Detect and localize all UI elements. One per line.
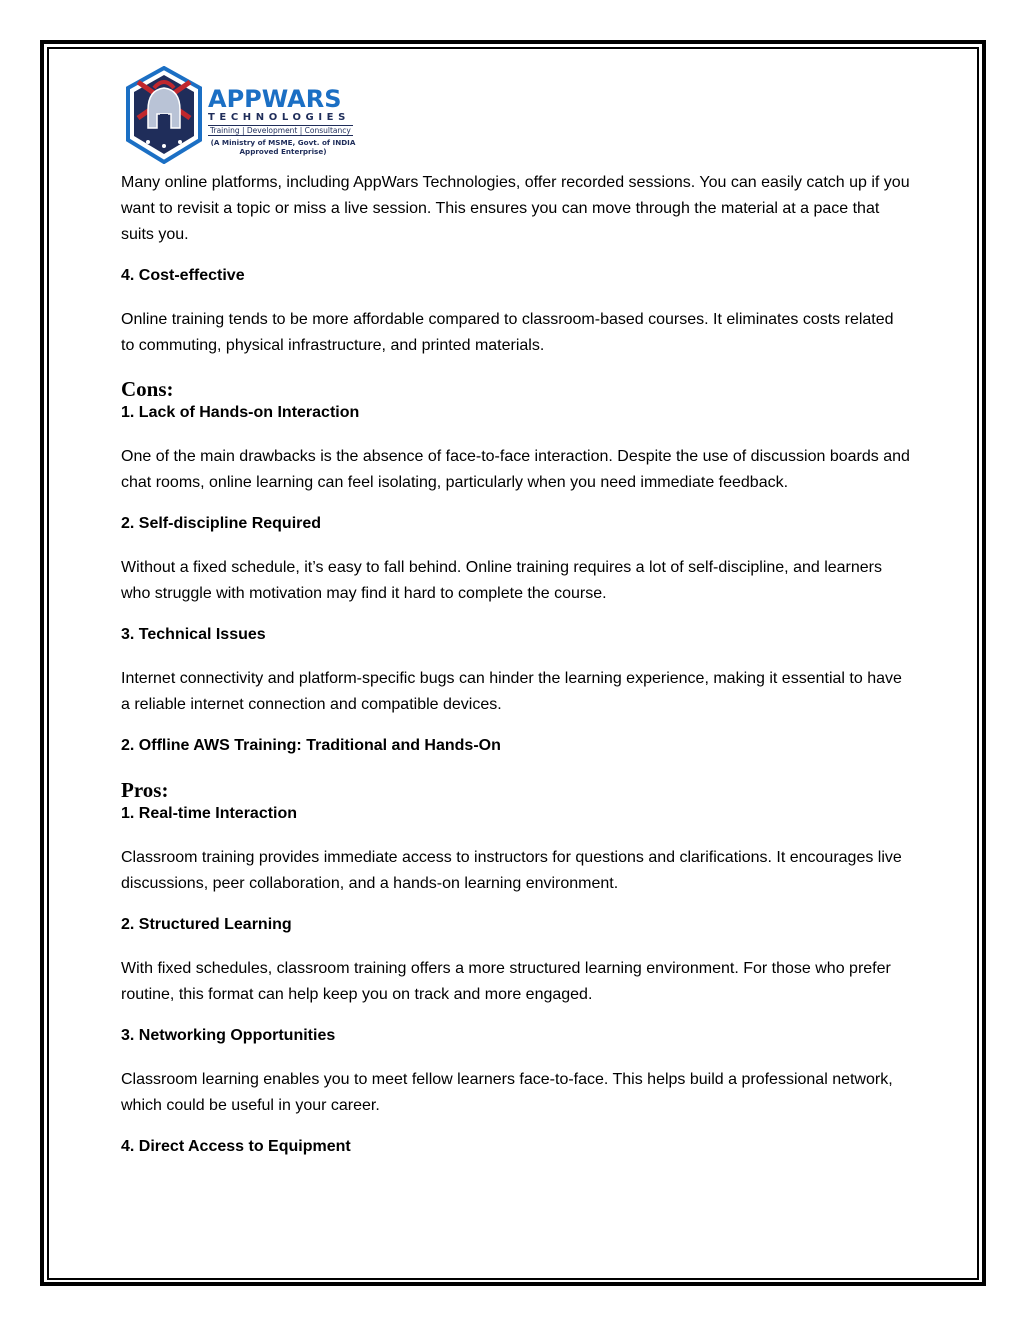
- subheading: 2. Self-discipline Required: [121, 515, 322, 532]
- paragraph: Online training tends to be more affordable compared to classroom-based courses. It eliminates costs related to commuting, physical infrastructure, and printed materials.: [121, 311, 894, 354]
- logo-approval: [208, 138, 358, 156]
- subheading: 3. Technical Issues: [121, 626, 266, 643]
- logo-approval-line2: Approved Enterprise): [239, 147, 327, 156]
- section-heading-pros: Pros:: [121, 778, 169, 802]
- paragraph: Classroom training provides immediate access to instructors for questions and clarifications. It encourages live discussions, peer collaboration, and a hands-on learning environment.: [121, 849, 902, 892]
- subheading: 3. Networking Opportunities: [121, 1027, 336, 1044]
- section-heading-cons: Cons:: [121, 377, 174, 401]
- paragraph: One of the main drawbacks is the absence of face-to-face interaction. Despite the use of discussion boards and chat rooms, online learning can feel isolating, particularly when you need immediate feedback.: [121, 448, 910, 491]
- logo-brand-text: APPWARS: [208, 85, 342, 113]
- logo-approval-line1: (A Ministry of MSME, Govt. of INDIA: [210, 138, 356, 147]
- logo-tagline: Training | Development | Consultancy: [210, 126, 351, 135]
- subheading: 2. Structured Learning: [121, 916, 292, 933]
- spartan-helmet-shield-icon: [124, 66, 204, 164]
- subheading: 1. Lack of Hands-on Interaction: [121, 404, 360, 421]
- logo-subtitle: TECHNOLOGIES: [208, 112, 350, 123]
- paragraph: Without a fixed schedule, it’s easy to fall behind. Online training requires a lot of self-discipline, and learners who struggle with motivation may find it hard to complete the course.: [121, 559, 883, 602]
- subheading: 1. Real-time Interaction: [121, 805, 298, 822]
- paragraph: Classroom learning enables you to meet fellow learners face-to-face. This helps build a professional network, which could be useful in your career.: [121, 1071, 893, 1114]
- document-body: [121, 170, 911, 1178]
- appwars-logo: [124, 66, 364, 166]
- paragraph: Internet connectivity and platform-specific bugs can hinder the learning experience, making it essential to have a reliable internet connection and compatible devices.: [121, 670, 902, 713]
- subheading: 4. Cost-effective: [121, 267, 245, 284]
- subheading: 4. Direct Access to Equipment: [121, 1138, 351, 1155]
- subheading: 2. Offline AWS Training: Traditional and Hands-On: [121, 737, 501, 754]
- paragraph: Many online platforms, including AppWars Technologies, offer recorded sessions. You can easily catch up if you want to revisit a topic or miss a live session. This ensures you can move through the material at a pace that suits you.: [121, 174, 910, 243]
- paragraph: With fixed schedules, classroom training offers a more structured learning environment. For those who prefer routine, this format can help keep you on track and more engaged.: [121, 960, 891, 1003]
